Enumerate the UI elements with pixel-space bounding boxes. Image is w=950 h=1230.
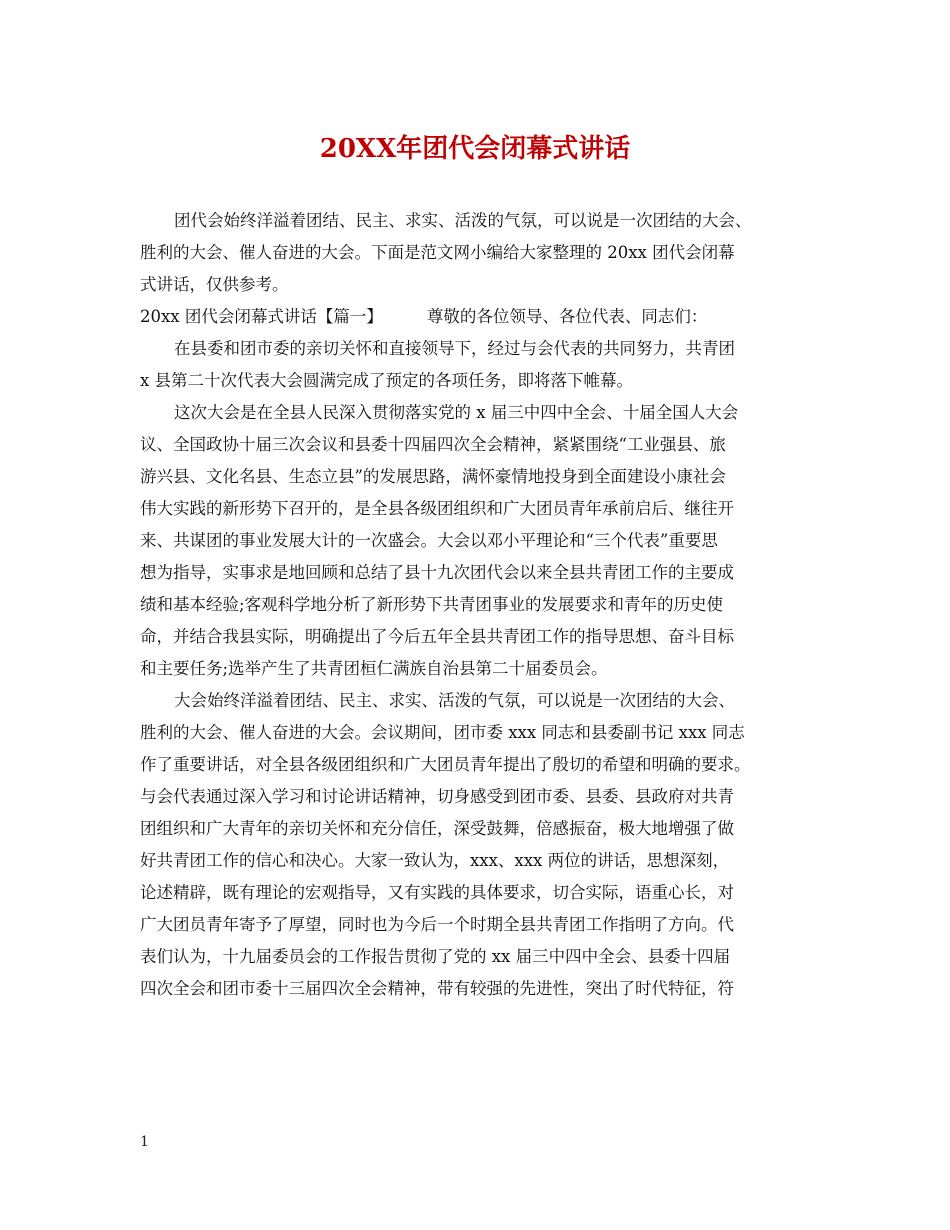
text-line: 团组织和广大青年的亲切关怀和充分信任，深受鼓舞，倍感振奋，极大地增强了做 (140, 819, 734, 838)
text-line: 式讲话，仅供参考。 (140, 275, 289, 294)
document-title: 20XX年团代会闭幕式讲话 (319, 134, 631, 164)
section-heading: 20xx 团代会闭幕式讲话【篇一】 (140, 307, 383, 326)
text-line: 与会代表通过深入学习和讨论讲话精神，切身感受到团市委、县委、县政府对共青 (140, 787, 734, 806)
text-line: 团代会始终洋溢着团结、民主、求实、活泼的气氛，可以说是一次团结的大会、 (174, 211, 752, 230)
text-line: 想为指导，实事求是地回顾和总结了县十九次团代会以来全县共青团工作的主要成 (140, 563, 734, 582)
text-line: 胜利的大会、催人奋进的大会。会议期间，团市委 xxx 同志和县委副书记 xxx 同志 (140, 723, 745, 742)
text-line: 命，并结合我县实际，明确提出了今后五年全县共青团工作的指导思想、奋斗目标 (140, 627, 734, 646)
text-line: 游兴县、文化名县、生态立县”的发展思路，满怀豪情地投身到全面建设小康社会 (140, 467, 726, 486)
document-body (140, 205, 830, 1005)
text-line: 胜利的大会、催人奋进的大会。下面是范文网小编给大家整理的 20xx 团代会闭幕 (140, 243, 735, 262)
text-line: 绩和基本经验;客观科学地分析了新形势下共青团事业的发展要求和青年的历史使 (140, 595, 724, 614)
text-line: 议、全国政协十届三次会议和县委十四届四次全会精神，紧紧围绕“工业强县、旅 (140, 435, 726, 454)
text-line: 四次全会和团市委十三届四次全会精神，带有较强的先进性，突出了时代特征，符 (140, 979, 734, 998)
text-line: 在县委和团市委的亲切关怀和直接领导下，经过与会代表的共同努力，共青团 (174, 339, 735, 358)
text-line: 和主要任务;选举产生了共青团桓仁满族自治县第二十届委员会。 (140, 659, 608, 678)
section-heading-line (140, 301, 830, 333)
text-line: 作了重要讲话，对全县各级团组织和广大团员青年提出了殷切的希望和明确的要求。 (140, 755, 751, 774)
text-line: 这次大会是在全县人民深入贯彻落实党的 x 届三中四中全会、十届全国人大会 (174, 403, 739, 422)
text-line: x 县第二十次代表大会圆满完成了预定的各项任务，即将落下帷幕。 (140, 371, 634, 390)
text-line: 好共青团工作的信心和决心。大家一致认为，xxx、xxx 两位的讲话，思想深刻， (140, 851, 730, 870)
text-line: 论述精辟，既有理论的宏观指导，又有实践的具体要求，切合实际，语重心长，对 (140, 883, 734, 902)
text-line: 表们认为，十九届委员会的工作报告贯彻了党的 xx 届三中四中全会、县委十四届 (140, 947, 731, 966)
salutation: 尊敬的各位领导、各位代表、同志们： (426, 307, 708, 326)
text-line: 来、共谋团的事业发展大计的一次盛会。大会以邓小平理论和“三个代表”重要思 (140, 531, 718, 550)
text-line: 伟大实践的新形势下召开的，是全县各级团组织和广大团员青年承前启后、继往开 (140, 499, 734, 518)
text-line: 大会始终洋溢着团结、民主、求实、活泼的气氛，可以说是一次团结的大会、 (174, 691, 735, 710)
page-number: 1 (140, 1134, 149, 1150)
text-line: 广大团员青年寄予了厚望，同时也为今后一个时期全县共青团工作指明了方向。代 (140, 915, 734, 934)
